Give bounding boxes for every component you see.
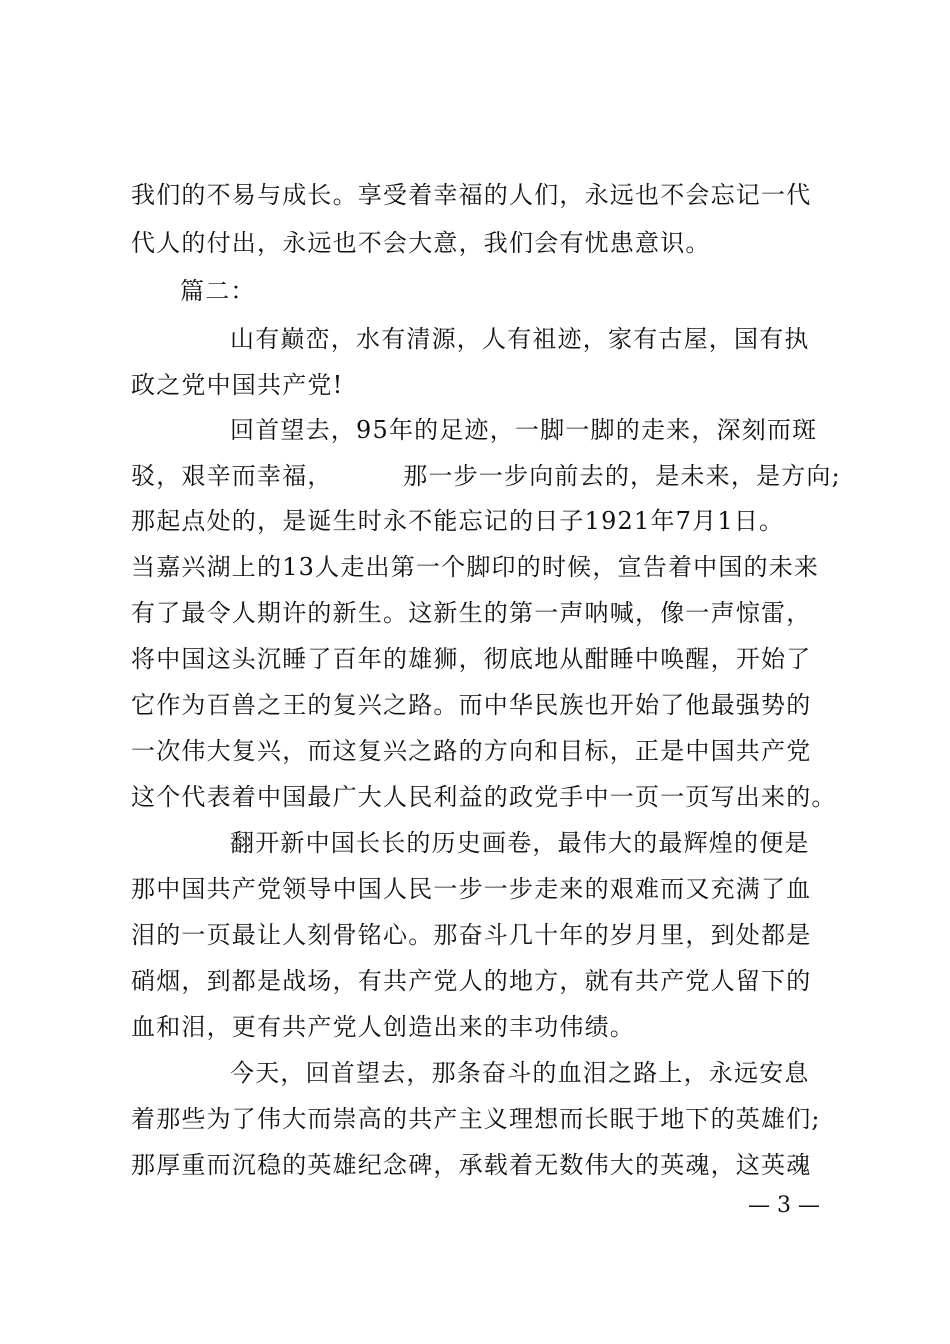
text-line: 那中国共产党领导中国人民一步一步走来的艰难而又充满了血 — [131, 875, 812, 903]
text-line: 当嘉兴湖上的13人走出第一个脚印的时候，宣告着中国的未来 — [131, 553, 820, 581]
section-heading: 篇二： — [180, 277, 256, 305]
text-line: 这个代表着中国最广大人民利益的政党手中一页一页写出来的。 — [131, 783, 837, 811]
text-line: 它作为百兽之王的复兴之路。而中华民族也开始了他最强势的 — [131, 691, 812, 719]
text-line: 硝烟，到都是战场，有共产党人的地方，就有共产党人留下的 — [131, 967, 812, 995]
text-line: 一次伟大复兴，而这复兴之路的方向和目标，正是中国共产党 — [131, 737, 812, 765]
text-line: 山有巅峦，水有清源，人有祖迹，家有古屋，国有执 — [230, 325, 810, 353]
text-line: 将中国这头沉睡了百年的雄狮，彻底地从酣睡中唤醒，开始了 — [131, 645, 812, 673]
text-line: 我们的不易与成长。享受着幸福的人们，永远也不会忘记一代 — [131, 181, 812, 209]
text-line: 有了最令人期许的新生。这新生的第一声呐喊，像一声惊雷， — [131, 599, 812, 627]
text-line: 泪的一页最让人刻骨铭心。那奋斗几十年的岁月里，到处都是 — [131, 921, 812, 949]
text-line: 那起点处的，是诞生时永不能忘记的日子1921年7月1日。 — [131, 507, 785, 535]
text-line: 代人的付出，永远也不会大意，我们会有忧患意识。 — [131, 229, 711, 257]
text-line: 那厚重而沉稳的英雄纪念碑，承载着无数伟大的英魂，这英魂 — [131, 1151, 812, 1179]
text-line: 血和泪，更有共产党人创造出来的丰功伟绩。 — [131, 1013, 635, 1041]
text-line: 今天，回首望去，那条奋斗的血泪之路上，永远安息 — [230, 1059, 810, 1087]
text-line: 驳，艰辛而幸福， 那一步一步向前去的，是未来，是方向; — [131, 462, 841, 490]
text-line: 政之党中国共产党! — [131, 371, 344, 399]
page-number: — 3 — — [748, 1193, 820, 1218]
text-line: 着那些为了伟大而崇高的共产主义理想而长眠于地下的英雄们; — [131, 1105, 821, 1133]
text-line: 回首望去，95年的足迹，一脚一脚的走来，深刻而斑 — [230, 416, 818, 444]
text-line: 翻开新中国长长的历史画卷，最伟大的最辉煌的便是 — [230, 829, 810, 857]
